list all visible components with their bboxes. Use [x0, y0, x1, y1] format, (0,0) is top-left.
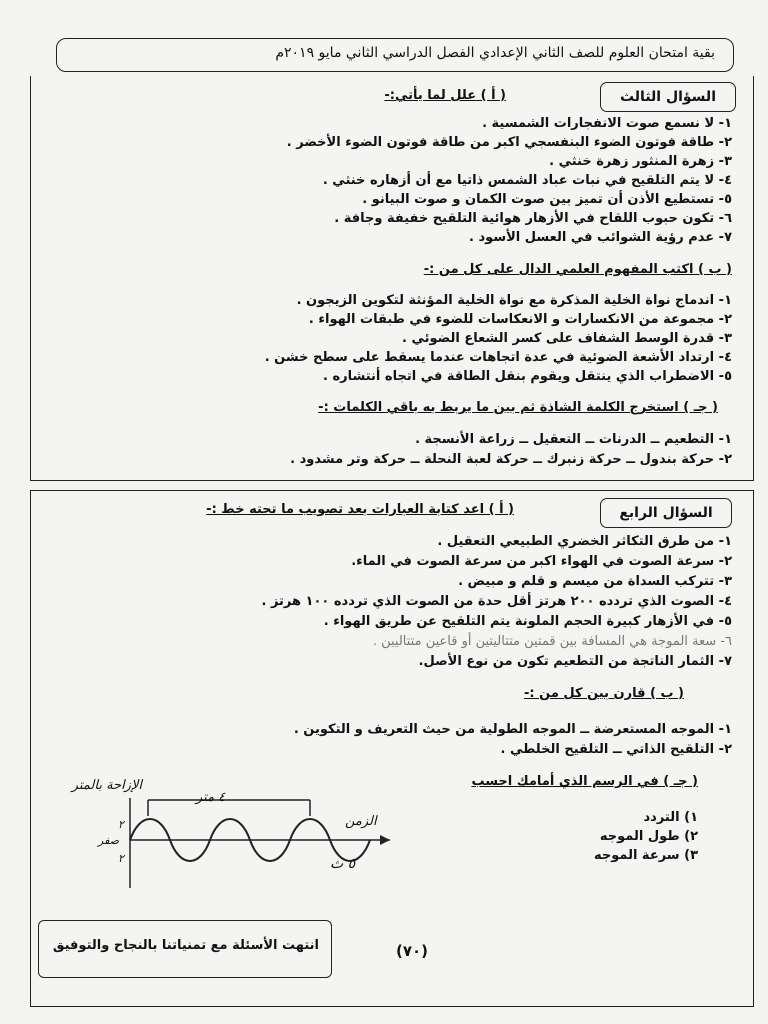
q4-a-item-3: ٣- تتركب السداة من ميسم و قلم و مبيض . — [458, 574, 732, 589]
q4-b-item-1: ١- الموجه المستعرضة ــ الموجه الطولية من حيث التعريف و التكوين . — [293, 722, 732, 737]
page-number: (٧٠) — [396, 942, 429, 960]
q4-a-item-1: ١- من طرق التكاثر الخضري الطبيعي التعقيل . — [437, 534, 732, 549]
x-axis-label: الزمن — [345, 814, 377, 829]
q3-a-item-1: ١- لا نسمع صوت الانفجارات الشمسية . — [482, 116, 732, 131]
q3-a-item-4: ٤- لا يتم التلقيح في نبات عباد الشمس ذاتيا مع أن أزهاره خنثي . — [322, 173, 732, 188]
q3-c-item-1: ١- التطعيم ــ الدرنات ــ التعقيل ــ زراعة الأنسجة . — [415, 432, 732, 447]
q3-part-b-label: ( ب ) اكتب المفهوم العلمي الدال على كل من :- — [423, 262, 732, 277]
q4-a-item-5: ٥- في الأزهار كبيرة الحجم الملونة يتم التلقيح عن طريق الهواء . — [323, 614, 732, 629]
tick-bottom: ٢ — [118, 852, 124, 865]
question-3-title: السؤال الثالث — [600, 82, 736, 112]
exam-header — [56, 38, 734, 72]
tick-zero: صفر — [98, 834, 119, 847]
q4-a-item-7: ٧- الثمار الناتجة من التطعيم تكون من نوع الأصل. — [418, 654, 732, 669]
q4-part-c-label: ( جـ ) في الرسم الذي أمامك احسب — [471, 774, 698, 789]
closing-note-box — [38, 920, 332, 978]
time-label: ٥ ث — [330, 856, 356, 872]
y-axis-label: الإزاحة بالمتر — [71, 778, 142, 793]
q3-b-item-5: ٥- الاضطراب الذي ينتقل ويقوم بنقل الطاقة في اتجاه أنتشاره . — [323, 369, 732, 384]
q4-b-item-2: ٢- التلقيح الذاتي ــ التلقيح الخلطي . — [500, 742, 732, 757]
q4-part-b-label: ( ب ) قارن بين كل من :- — [524, 686, 684, 701]
q3-b-item-4: ٤- ارتداد الأشعة الضوئية في عدة اتجاهات عندما يسقط على سطح خشن . — [264, 350, 732, 365]
q3-a-item-6: ٦- تكون حبوب اللقاح في الأزهار هوائية التلقيح خفيفة وجافة . — [334, 211, 732, 226]
wavelength-label: ٤ متر — [196, 790, 226, 805]
closing-note: انتهت الأسئلة مع تمنياتنا بالنجاح والتوفيق — [52, 938, 319, 953]
exam-header-title: بقية امتحان العلوم للصف الثاني الإعدادي الفصل الدراسي الثاني مايو ٢٠١٩م — [275, 45, 715, 61]
q3-a-item-7: ٧- عدم رؤية الشوائب في العسل الأسود . — [469, 230, 732, 245]
tick-top: ٢ — [118, 818, 124, 831]
x-axis-arrow — [380, 835, 390, 845]
q3-b-item-3: ٣- قدرة الوسط الشفاف على كسر الشعاع الضوئي . — [402, 331, 732, 346]
q3-b-item-2: ٢- مجموعة من الانكسارات و الانعكاسات للضوء في طبقات الهواء . — [308, 312, 732, 327]
q4-a-item-2: ٢- سرعة الصوت في الهواء اكبر من سرعة الصوت في الماء. — [351, 554, 732, 569]
q3-a-item-3: ٣- زهرة المنثور زهرة خنثي . — [549, 154, 732, 169]
q4-part-a-label: ( أ ) اعد كتابة العبارات بعد تصويب ما تحته خط :- — [206, 502, 514, 517]
q3-part-c-label: ( جـ ) استخرج الكلمة الشاذة ثم بين ما يربط به باقي الكلمات :- — [318, 400, 718, 415]
q4-a-item-6: ٦- سعة الموجة هي المسافة بين قمتين متتاليتين أو قاعين متتاليين . — [372, 634, 732, 649]
q4-a-item-4: ٤- الصوت الذي تردده ٢٠٠ هرتز أقل حدة من الصوت الذي تردده ١٠٠ هرتز . — [261, 594, 732, 609]
q4-c-item-1: ١) التردد — [643, 810, 698, 825]
q3-a-item-5: ٥- تستطيع الأذن أن تميز بين صوت الكمان و صوت البيانو . — [362, 192, 732, 207]
q3-c-item-2: ٢- حركة بندول ــ حركة زنبرك ــ حركة لعبة النحلة ــ حركة وتر مشدود . — [290, 452, 732, 467]
q4-c-item-3: ٣) سرعة الموجه — [593, 848, 698, 863]
question-4-title: السؤال الرابع — [600, 498, 732, 528]
q3-part-a-label: ( أ ) علل لما يأتي:- — [384, 88, 506, 103]
q3-b-item-1: ١- اندماج نواة الخلية المذكرة مع نواة الخلية المؤنثة لتكوين الزيجون . — [296, 293, 732, 308]
q4-c-item-2: ٢) طول الموجه — [599, 829, 698, 844]
q3-a-item-2: ٢- طاقة فوتون الضوء البنفسجي اكبر من طاقة فوتون الضوء الأخضر . — [286, 135, 732, 150]
